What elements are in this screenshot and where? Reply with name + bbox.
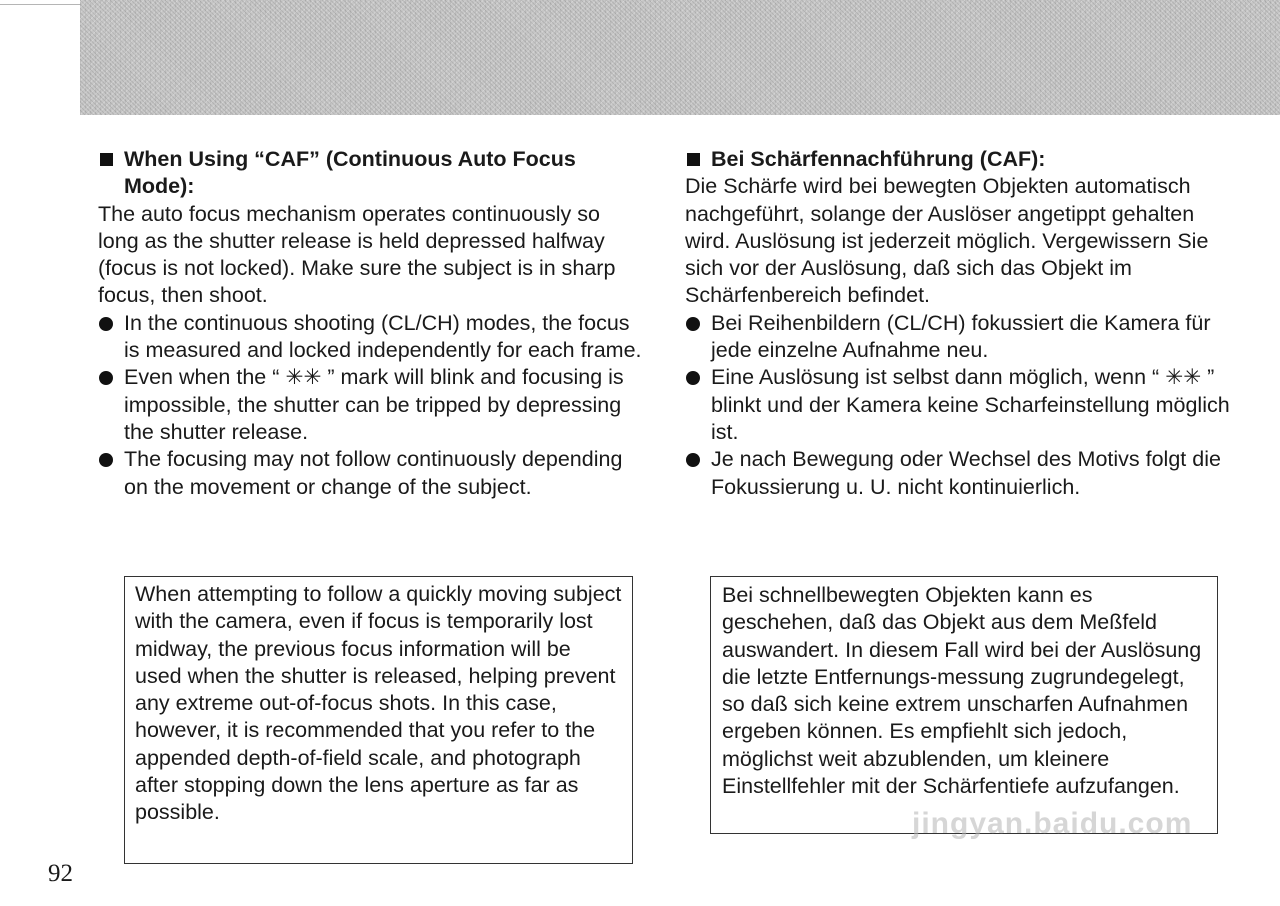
english-heading-text: When Using “CAF” (Continuous Auto Focus Mode): [124,147,576,199]
list-item-text: In the continuous shooting (CL/CH) modes, the focus is measured and locked independently for each frame. [124,310,642,363]
bullet-dot-icon [99,453,113,467]
german-column [685,146,1245,501]
list-item-text: Bei Reihenbildern (CL/CH) fokussiert die Kamera für jede einzelne Aufnahme neu. [711,310,1211,363]
watermark: jingyan.baidu.com [912,807,1193,840]
list-item-text: Eine Auslösung ist selbst dann möglich, wenn “ ✳✳ ” blinkt und der Kamera keine Scharfeinstellung möglich ist. [711,365,1230,444]
square-bullet-icon [100,153,113,166]
list-item-text: Je nach Bewegung oder Wechsel des Motivs folgt die Fokussierung u. U. nicht kontinuierlich. [711,447,1221,499]
list-item [98,364,643,446]
page-number: 92 [48,860,73,887]
english-intro: The auto focus mechanism operates continuously so long as the shutter release is held depressed halfway (focus is not locked). Make sure the subject is in sharp focus, then shoot. [98,201,616,308]
list-item [98,446,643,501]
german-note-box: Bei schnellbewegten Objekten kann es geschehen, daß das Objekt aus dem Meßfeld auswandert. In diesem Fall wird bei der Auslösung die letzte Entfernungs-messung zugrundegelegt, so daß sich keine extrem unscharfen Aufnahmen ergeben können. Es empfiehlt sich jedoch, möglichst weit abzublenden, um kleinere Einstellfehler mit der Schärfentiefe aufzufangen. [710,576,1218,834]
german-heading-text: Bei Schärfennachführung (CAF): [711,147,1046,171]
german-heading [685,146,1245,173]
top-rule [0,4,80,5]
bullet-dot-icon [686,317,700,331]
bullet-dot-icon [99,317,113,331]
list-item-text: The focusing may not follow continuously depending on the movement or change of the subject. [124,447,623,499]
list-item [98,310,643,365]
bullet-dot-icon [686,453,700,467]
header-band [80,0,1280,115]
german-intro: Die Schärfe wird bei bewegten Objekten automatisch nachgeführt, solange der Auslöser angetippt gehalten wird. Auslösung ist jederzeit möglich. Vergewissern Sie sich vor der Auslösung, daß sich das Objekt im Schärfenbereich befindet. [685,174,1209,308]
bullet-dot-icon [99,371,113,385]
english-heading [98,146,643,201]
english-note-box: When attempting to follow a quickly moving subject with the camera, even if focus is temporarily lost midway, the previous focus information will be used when the shutter is released, helping prevent any extreme out-of-focus shots. In this case, however, it is recommended that you refer to the appended depth-of-field scale, and photograph after stopping down the lens aperture as far as possible. [124,576,633,864]
list-item-text: Even when the “ ✳✳ ” mark will blink and focusing is impossible, the shutter can be tripped by depressing the shutter release. [124,365,624,444]
english-bullet-list [98,310,643,501]
square-bullet-icon [687,153,700,166]
english-column [98,146,643,501]
german-bullet-list [685,310,1245,501]
list-item [685,310,1245,365]
list-item [685,364,1245,446]
bullet-dot-icon [686,371,700,385]
list-item [685,446,1245,501]
